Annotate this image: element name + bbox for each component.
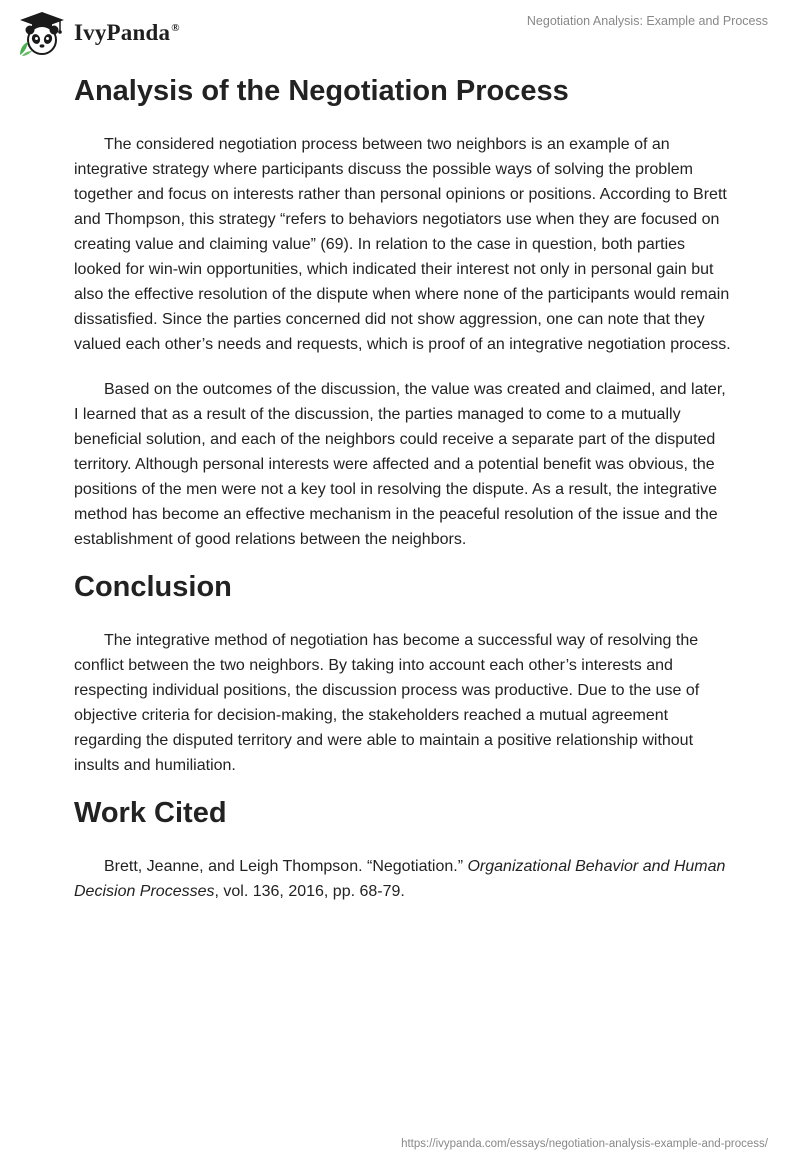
logo-name: IvyPanda: [74, 20, 171, 45]
registered-mark: ®: [171, 22, 180, 35]
section-heading-work-cited: Work Cited: [74, 797, 227, 829]
paragraph: Based on the outcomes of the discussion, the value was created and claimed, and later, I learned that as a result of the discussion, the parties managed to come to a mutually beneficial solution, and each of the neighbors could receive a separate part of the disputed territory. Although personal interests were affected and a potential benefit was obvious, the positions of the men were not a key tool in resolving the dispute. As a result, the integrative method has become an effective mechanism in the peaceful resolution of the issue and the establishment of good relations between the neighbors.: [74, 381, 726, 548]
citation-journal: Organizational Behavior and Human Decision Processes: [74, 858, 726, 900]
essay-body: [74, 70, 734, 918]
section-heading-conclusion: Conclusion: [74, 571, 232, 603]
citation-details: , vol. 136, 2016, pp. 68-79.: [214, 883, 405, 900]
citation-authors-title: Brett, Jeanne, and Leigh Thompson. “Negotiation.”: [104, 858, 468, 875]
site-logo[interactable]: [16, 8, 180, 58]
source-url[interactable]: https://ivypanda.com/essays/negotiation-analysis-example-and-process/: [401, 1138, 768, 1150]
logo-wordmark: [74, 20, 180, 46]
paragraph: The considered negotiation process between two neighbors is an example of an integrative strategy where participants discuss the possible ways of solving the problem together and focus on interests rather than personal opinions or positions. According to Brett and Thompson, this strategy “refers to behaviors negotiators use when they are focused on creating value and claiming value” (69). In relation to the case in question, both parties looked for win-win opportunities, which indicated their interest not only in personal gain but also the effective resolution of the dispute when where none of the participants would remain dissatisfied. Since the parties concerned did not show aggression, one can note that they valued each other’s needs and requests, which is proof of an integrative negotiation process.: [74, 136, 731, 353]
document-title: Negotiation Analysis: Example and Process: [526, 14, 768, 28]
section-heading-analysis: Analysis of the Negotiation Process: [74, 75, 569, 107]
panda-graduate-icon: [16, 9, 68, 57]
paragraph: The integrative method of negotiation has become a successful way of resolving the conflict between the two neighbors. By taking into account each other’s interests and respecting individual positions, the discussion process was productive. Due to the use of objective criteria for decision-making, the stakeholders reached a mutual agreement regarding the disputed territory and were able to maintain a positive relationship without insults and humiliation.: [74, 632, 700, 774]
citation-entry: [74, 854, 734, 904]
